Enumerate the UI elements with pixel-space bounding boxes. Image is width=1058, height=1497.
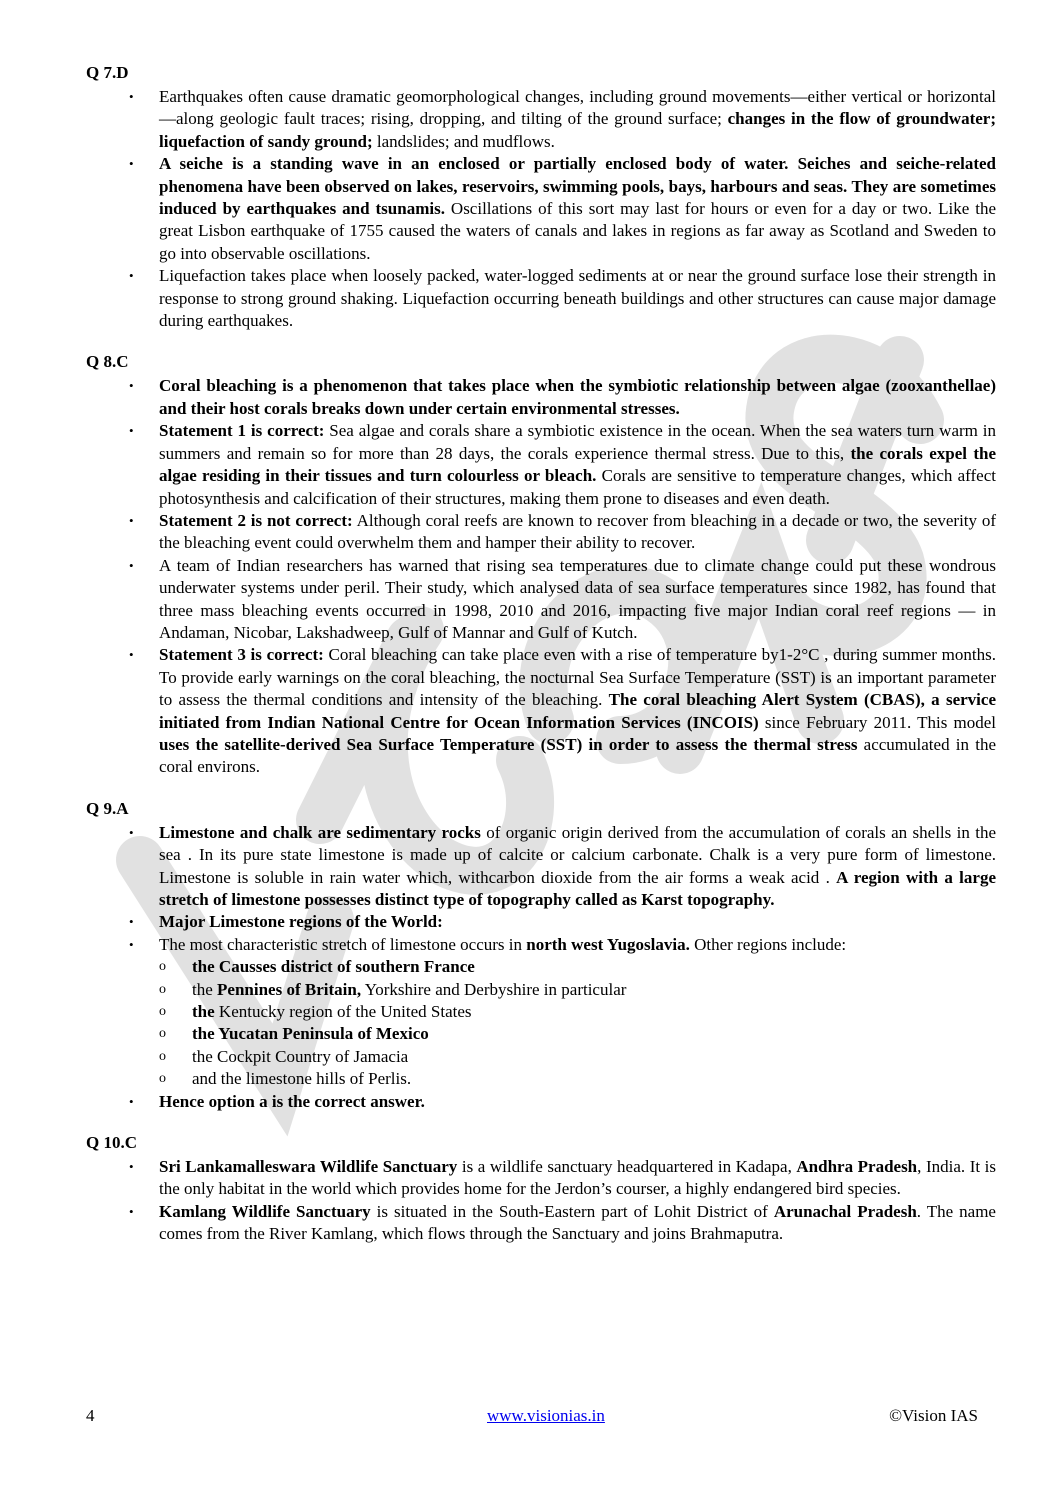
bold-text: the bbox=[192, 1002, 215, 1022]
bold-text: the Causses district of southern France bbox=[192, 957, 475, 977]
bullet-icon: • bbox=[129, 1203, 134, 1219]
sub-list-item bbox=[86, 956, 996, 978]
sub-list-item bbox=[86, 1001, 996, 1023]
bold-text: A seiche is a standing wave in an enclosed or partially enclosed body of water. Seiches and seiche-related phenomena have been observed on lakes, reservoirs, swimming pools, bays, harbours and seas. They are sometimes induced by earthquakes and tsunamis. bbox=[159, 154, 996, 219]
bullet-icon: • bbox=[129, 557, 134, 573]
bullet-item bbox=[86, 644, 996, 778]
bullet-icon: • bbox=[129, 936, 134, 952]
bold-text: north west Yugoslavia. bbox=[526, 934, 690, 954]
text: the bbox=[192, 979, 218, 999]
bullet-icon: • bbox=[129, 647, 134, 663]
bold-text: the corals expel the algae residing in their tissues and turn colourless or bleach. bbox=[159, 443, 996, 486]
text: Yorkshire and Derbyshire in particular bbox=[361, 979, 627, 999]
text: A team of Indian researchers has warned that rising sea temperatures due to climate change could put these wondrous underwater systems under peril. Their study, which analysed data of sea surface temperatures since 1982, has found that three mass bleaching events occurred in 1998, 2010 and 2016, impacting five major Indian coral reef regions — in Andaman, Nicobar, Lakshadweep, Gulf of Mannar and Gulf of Kutch. bbox=[159, 555, 996, 642]
bullet-icon: • bbox=[129, 156, 134, 172]
bullet-item bbox=[86, 1091, 996, 1113]
sub-list-item bbox=[86, 1023, 996, 1045]
text: , India. It is the only habitat in the world which provides home for the Jerdon’s courser, a highly endangered bird species. bbox=[159, 1157, 997, 1199]
bold-text: Statement 2 is not correct: bbox=[159, 510, 353, 530]
bullet-item bbox=[86, 555, 996, 645]
question-block bbox=[86, 1132, 996, 1246]
bold-text: Kamlang Wildlife Sanctuary bbox=[159, 1201, 371, 1221]
text: Kentucky region of the United States bbox=[214, 1002, 472, 1022]
question-block bbox=[86, 62, 996, 332]
question-block bbox=[86, 351, 996, 778]
question-title: Q 8.C bbox=[86, 352, 129, 372]
circle-bullet-icon: o bbox=[159, 1004, 166, 1020]
bullet-item bbox=[86, 265, 996, 332]
question-block bbox=[86, 798, 996, 1113]
bullet-icon: • bbox=[129, 824, 134, 840]
text: Liquefaction takes place when loosely packed, water-logged sediments at or near the ground surface lose their strength in response to strong ground shaking. Liquefaction occurring beneath buildings and other structures can cause major damage during earthquakes. bbox=[159, 266, 996, 331]
bullet-item bbox=[86, 153, 996, 265]
text: Sea algae and corals share a symbiotic existence in the ocean. When the sea waters turn warm in summers and remain so for more than 28 days, the corals experience thermal stress. Due to this, bbox=[159, 421, 996, 463]
bullet-icon: • bbox=[129, 378, 134, 394]
bold-text: Coral bleaching is a phenomenon that takes place when the symbiotic relationship between algae (zooxanthellae) and their host corals breaks down under certain environmental stresses. bbox=[159, 376, 996, 418]
bullet-icon: • bbox=[129, 914, 134, 930]
sub-list bbox=[86, 956, 996, 1090]
bullet-item bbox=[86, 934, 996, 956]
text: of organic origin derived from the accumulation of corals an shells in the sea . In its pure state limestone is made up of calcite or calcium carbonate. Chalk is a very pure form of limestone. Limestone is soluble in rain water which, withcarbon dioxide from the air forms a weak acid . bbox=[159, 822, 996, 887]
bold-text: Arunachal Pradesh bbox=[773, 1201, 917, 1221]
bullet-item bbox=[86, 1156, 996, 1201]
bullet-list bbox=[86, 86, 996, 332]
question-title: Q 7.D bbox=[86, 63, 129, 82]
bullet-item bbox=[86, 86, 996, 153]
bullet-list bbox=[86, 375, 996, 778]
bold-text: Pennines of Britain, bbox=[217, 979, 362, 999]
text: Oscillations of this sort may last for hours or even for a day or two. Like the great Lisbon earthquake of 1755 caused the waters of canals and lakes in regions as far away as Scotland and Sweden to go into observable oscillations. bbox=[159, 199, 996, 263]
bullet-icon: • bbox=[129, 512, 134, 528]
text: . The name comes from the River Kamlang, which flows through the Sanctuary and joins Brahmaputra. bbox=[159, 1201, 996, 1244]
question-title: Q 10.C bbox=[86, 1133, 137, 1153]
text: landslides; and mudflows. bbox=[372, 131, 555, 151]
text: since February 2011. This model bbox=[758, 712, 996, 732]
bold-text: Hence option a is the correct answer. bbox=[159, 1091, 425, 1111]
page-number: 4 bbox=[86, 1406, 95, 1425]
text: accumulated in the coral environs. bbox=[159, 734, 996, 777]
bullet-item bbox=[86, 510, 996, 555]
sub-list-item bbox=[86, 1068, 996, 1090]
text: Other regions include: bbox=[689, 934, 847, 954]
text: Earthquakes often cause dramatic geomorphological changes, including ground movements—either vertical or horizontal—along geologic fault traces; rising, dropping, and tilting of the ground surface; bbox=[159, 87, 996, 129]
bold-text: Statement 3 is correct: bbox=[159, 645, 324, 665]
text: is situated in the South-Eastern part of Lohit District of bbox=[370, 1201, 774, 1221]
bullet-icon: • bbox=[129, 1093, 134, 1109]
bullet-list bbox=[86, 822, 996, 1113]
bullet-item bbox=[86, 822, 996, 912]
question-title: Q 9.A bbox=[86, 798, 129, 818]
text: Corals are sensitive to temperature changes, which affect photosynthesis and calcification of their structures, making them prone to diseases and even death. bbox=[159, 466, 996, 508]
circle-bullet-icon: o bbox=[159, 1071, 166, 1087]
circle-bullet-icon: o bbox=[159, 1048, 166, 1064]
circle-bullet-icon: o bbox=[159, 1026, 166, 1042]
text: and the limestone hills of Perlis. bbox=[192, 1069, 412, 1089]
text: Coral bleaching can take place even with a rise of temperature by1-2°C , during summer months. To provide early warnings on the coral bleaching, the nocturnal Sea Surface Temperature (SST) is an important parameter to assess the thermal conditions and intensity of the bleaching. bbox=[159, 645, 996, 710]
text: The most characteristic stretch of limestone occurs in bbox=[159, 934, 527, 954]
bullet-icon: • bbox=[129, 423, 134, 439]
bullet-list bbox=[86, 1156, 996, 1246]
copyright: ©Vision IAS bbox=[889, 1406, 978, 1425]
bullet-icon: • bbox=[129, 1159, 134, 1175]
bullet-item bbox=[86, 1201, 996, 1246]
bold-text: Major Limestone regions of the World: bbox=[159, 912, 443, 932]
bold-text: Andhra Pradesh bbox=[796, 1157, 918, 1177]
sub-list-item bbox=[86, 1046, 996, 1068]
bold-text: A region with a large stretch of limestone possesses distinct type of topography called as Karst topography. bbox=[159, 867, 996, 909]
page-footer bbox=[86, 1406, 978, 1428]
circle-bullet-icon: o bbox=[159, 981, 166, 997]
sub-list-item bbox=[86, 979, 996, 1001]
circle-bullet-icon: o bbox=[159, 959, 166, 975]
text: Although coral reefs are known to recover from bleaching in a decade or two, the severity of the bleaching event could overwhelm them and hamper their ability to recover. bbox=[159, 510, 997, 553]
text: the Cockpit Country of Jamacia bbox=[192, 1046, 409, 1066]
document-page bbox=[86, 62, 996, 1265]
bold-text: the Yucatan Peninsula of Mexico bbox=[192, 1024, 429, 1044]
bullet-item bbox=[86, 420, 996, 510]
bullet-item bbox=[86, 375, 996, 420]
bold-text: uses the satellite-derived Sea Surface Temperature (SST) in order to assess the thermal stress bbox=[159, 734, 858, 754]
bullet-icon: • bbox=[129, 89, 134, 104]
website-link[interactable]: www.visionias.in bbox=[487, 1406, 605, 1425]
bullet-icon: • bbox=[129, 268, 134, 284]
bold-text: The coral bleaching Alert System (CBAS), a service initiated from Indian National Centre for Ocean Information Services (INCOIS) bbox=[159, 690, 996, 732]
bold-text: Sri Lankamalleswara Wildlife Sanctuary bbox=[159, 1157, 458, 1177]
bullet-item bbox=[86, 911, 996, 933]
bold-text: changes in the flow of groundwater; liquefaction of sandy ground; bbox=[159, 109, 996, 151]
bold-text: Limestone and chalk are sedimentary rocks bbox=[159, 822, 481, 842]
bold-text: Statement 1 is correct: bbox=[159, 421, 325, 441]
sub-list-container bbox=[86, 956, 996, 1090]
text: is a wildlife sanctuary headquartered in Kadapa, bbox=[457, 1157, 797, 1177]
